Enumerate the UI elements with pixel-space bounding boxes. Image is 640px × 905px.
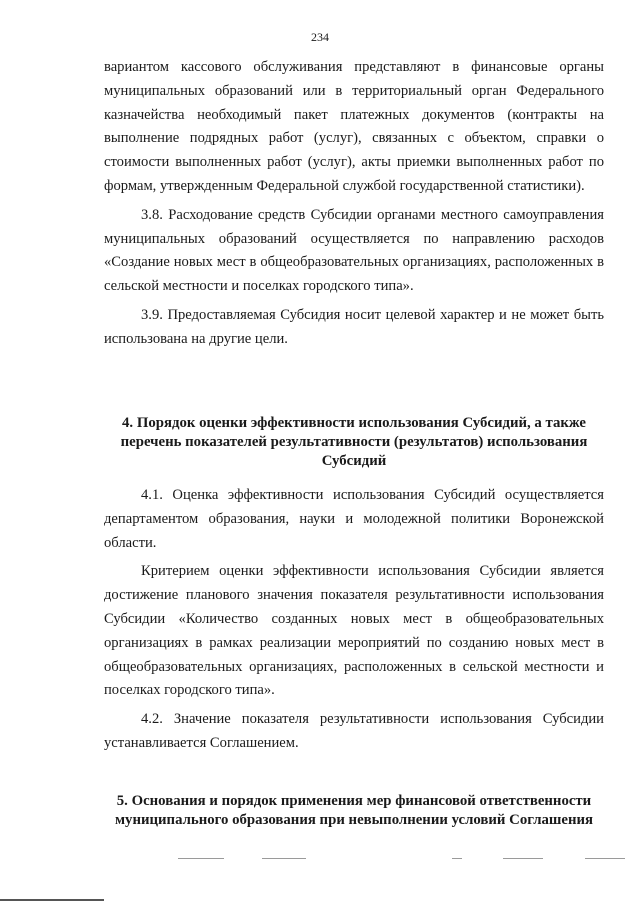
scan-artifact-line [585,858,625,859]
section-5-heading: 5. Основания и порядок применения мер финансовой ответственности муниципального образования при невыполнении условий Соглашения [114,793,594,828]
section-4-heading: 4. Порядок оценки эффективности использования Субсидий, а также перечень показателей результативности (результатов) использования Субсидий [120,415,588,469]
scan-artifact-line [262,858,306,859]
scan-artifact-line [503,858,543,859]
paragraph-3-8: 3.8. Расходование средств Субсидии органами местного самоуправления муниципальных образований осуществляется по направлению расходов «Создание новых мест в общеобразовательных организациях, расположенных в сельской местности и поселках городского типа». [104,206,604,295]
scan-artifact-mark [0,899,104,901]
paragraph-4-2: 4.2. Значение показателя результативности использования Субсидии устанавливается Соглашением. [104,711,604,751]
document-body-top [104,56,604,352]
paragraph-continuation: вариантом кассового обслуживания представляют в финансовые органы муниципальных образований или в территориальный орган Федерального казначейства необходимый пакет платежных документов (контракты на выполнение подрядных работ (услуг), связанных с объектом, справки о стоимости выполненных работ (услуг), акты приемки выполненных работ по формам, утвержденным Федеральной службой государственной статистики). [104,59,604,194]
scan-artifact-line [178,858,224,859]
section-4-body [104,484,604,756]
paragraph-4-1: 4.1. Оценка эффективности использования Субсидий осуществляется департаментом образования, науки и молодежной политики Воронежской области. [104,487,604,551]
paragraph-3-9: 3.9. Предоставляемая Субсидия носит целевой характер и не может быть использована на другие цели. [104,306,604,347]
page-number: 234 [311,30,329,44]
paragraph-criterion: Критерием оценки эффективности использования Субсидии является достижение планового значения показателя результативности использования Субсидии «Количество созданных новых мест в общеобразовательных организациях в рамках реализации мероприятий по созданию новых мест в общеобразовательных организациях, расположенных в сельской местности и поселках городского типа». [104,563,604,699]
scan-artifact-line [452,858,462,859]
